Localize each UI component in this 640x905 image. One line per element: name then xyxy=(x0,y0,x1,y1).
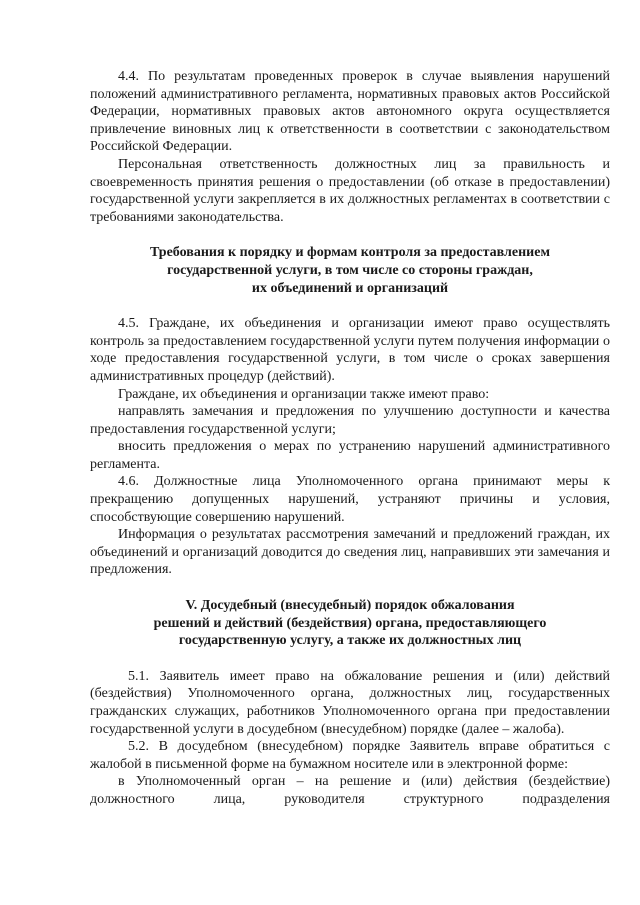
section-heading-v xyxy=(90,597,610,650)
heading-line: государственной услуги, в том числе со стороны граждан, xyxy=(167,262,533,278)
paragraph-submit-proposals: вносить предложения о мерах по устранению нарушений административного регламента. xyxy=(90,439,610,472)
heading-line: государственную услугу, а также их должностных лиц xyxy=(178,633,522,649)
heading-line: Требования к порядку и формам контроля за предоставлением xyxy=(150,245,550,261)
paragraph-5-1: 5.1. Заявитель имеет право на обжалование решения и (или) действий (бездействия) Уполномоченного органа, должностных лиц, государственных гражданских служащих, работников Уполномоченного органа при предоставлении государственной услуги в досудебном (внесудебном) порядке (далее – жалоба). xyxy=(90,668,610,737)
paragraph-information: Информация о результатах рассмотрения замечаний и предложений граждан, их объединений и организаций доводится до сведения лиц, направивших эти замечания и предложения. xyxy=(90,527,610,578)
heading-line: их объединений и организаций xyxy=(251,280,449,296)
paragraph-4-5: 4.5. Граждане, их объединения и организации имеют право осуществлять контроль за предоставлением государственной услуги путем получения информации о ходе предоставления государственной услуги, в том числе о сроках завершения административных процедур (действий). xyxy=(90,316,610,384)
section-heading-control xyxy=(90,244,610,297)
paragraph-5-2: 5.2. В досудебном (внесудебном) порядке Заявитель вправе обратиться с жалобой в письменной форме на бумажном носителе или в электронной форме: xyxy=(90,739,610,772)
paragraph-send-remarks: направлять замечания и предложения по улучшению доступности и качества предоставления государственной услуги; xyxy=(90,404,610,437)
paragraph-personal-responsibility: Персональная ответственность должностных лиц за правильность и своевременность принятия решения о предоставлении (об отказе в предоставлении) государственной услуги закрепляется в их должностных регламентах в соответствии с требованиями законодательства. xyxy=(90,156,610,225)
paragraph-4-4: 4.4. По результатам проведенных проверок в случае выявления нарушений положений административного регламента, нормативных правовых актов Российской Федерации, нормативных правовых актов автономного округа осуществляется привлечение виновных лиц к ответственности в соответствии с законодательством Российской Федерации. xyxy=(90,69,610,155)
paragraph-to-authorized-organ: в Уполномоченный орган – на решение и (или) действия (бездействие) должностного лица, руководителя структурного подразделения xyxy=(90,774,610,807)
paragraph-also-have-right: Граждане, их объединения и организации также имеют право: xyxy=(118,386,490,402)
document-page xyxy=(90,68,610,809)
paragraph-4-6: 4.6. Должностные лица Уполномоченного органа принимают меры к прекращению допущенных нарушений, устраняют причины и условия, способствующие совершению нарушений. xyxy=(90,474,610,525)
heading-line: V. Досудебный (внесудебный) порядок обжалования xyxy=(185,598,515,614)
heading-line: решений и действий (бездействия) органа, предоставляющего xyxy=(153,615,547,631)
